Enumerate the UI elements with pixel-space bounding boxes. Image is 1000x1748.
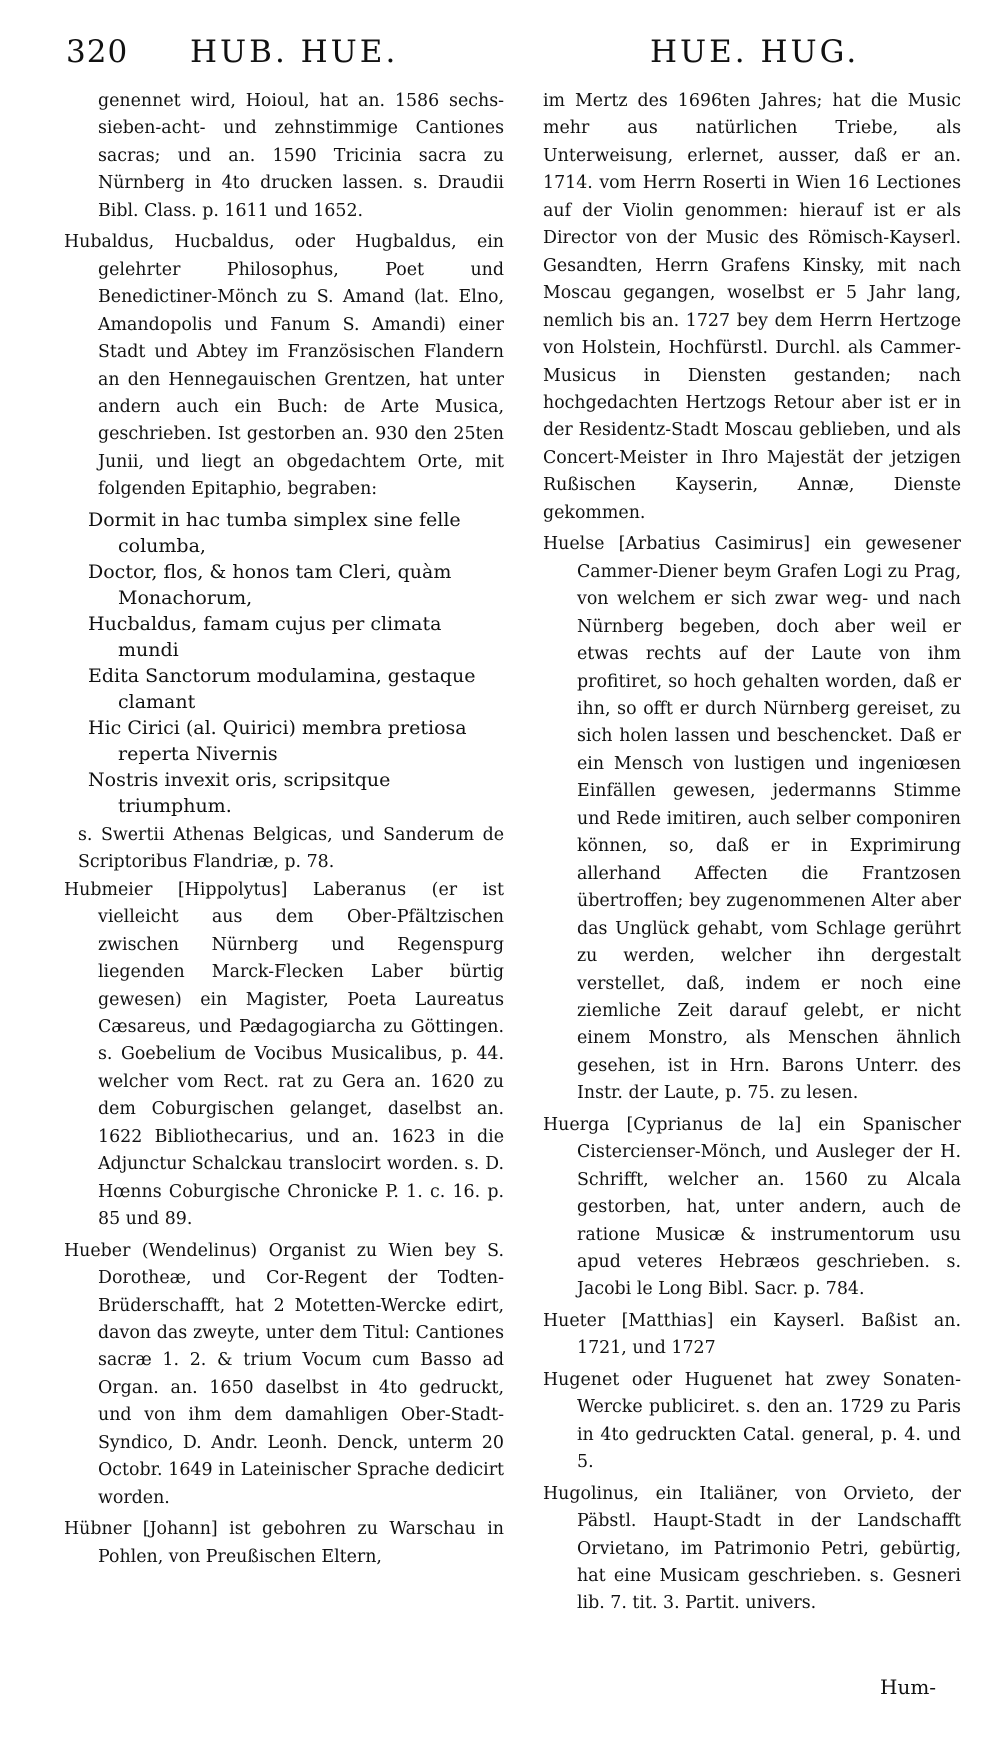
entry-hueter: Hueter [Matthias] ein Kayserl. Baßist an. 1721, und 1727 <box>543 1310 961 1359</box>
entry-hubaldus-reference: s. Swertii Athenas Belgicas, und Sanderum de Scriptoribus Flandriæ, p. 78. <box>78 824 504 873</box>
epitaph-verse: Nostris invexit oris, scripsitque triumphum. <box>88 768 391 817</box>
entry-hugenet: Hugenet oder Huguenet hat zwey Sonaten-Wercke publiciret. s. den an. 1729 zu Paris in 4to gedruckten Catal. general, p. 4. und 5. <box>543 1369 961 1473</box>
entry-hugolinus: Hugolinus, ein Italiäner, von Orvieto, der Päbstl. Haupt-Stadt in der Landschafft Orvietano, im Patrimonio Petri, gebürtig, hat eine Musicam geschrieben. s. Gesneri lib. 7. tit. 3. Partit. univers. <box>543 1483 961 1614</box>
entry-hubmeier: Hubmeier [Hippolytus] Laberanus (er ist vielleicht aus dem Ober-Pfältzischen zwischen Nürnberg und Regenspurg liegenden Marck-Flecken Laber bürtig gewesen) ein Magister, Poeta Laureatus Cæsareus, und Pædagogiarcha zu Göttingen. s. Goebelium de Vocibus Musicalibus, p. 44. welcher vom Rect. rat zu Gera an. 1620 zu dem Coburgischen gelanget, daselbst an. 1622 Bibliothecarius, und an. 1623 in die Adjunctur Schalckau translocirt worden. s. D. Hœnns Coburgische Chronicke P. 1. c. 16. p. 85 und 89. <box>64 879 504 1230</box>
epitaph-verse: Hic Cirici (al. Quirici) membra pretiosa reperta Nivernis <box>88 716 467 765</box>
entry-hubaldus: Hubaldus, Hucbaldus, oder Hugbaldus, ein gelehrter Philosophus, Poet und Benedictiner-Mönch zu S. Amand (lat. Elno, Amandopolis und Fanum S. Amandi) einer Stadt und Abtey im Französischen Flandern an den Hennegauischen Grentzen, hat unter andern auch ein Buch: de Arte Musica, geschrieben. Ist gestorben an. 930 den 25ten Junii, und liegt an obgedachtem Orte, mit folgenden Epitaphio, begraben: <box>64 232 504 500</box>
epitaph-verse: Dormit in hac tumba simplex sine felle columba, <box>88 508 461 557</box>
page-number: 320 <box>66 34 129 70</box>
running-head-left: HUB. HUE. <box>190 34 399 70</box>
entry-huebner: Hübner [Johann] ist gebohren zu Warschau in Pohlen, von Preußischen Eltern, <box>64 1519 504 1567</box>
running-head-right: HUE. HUG. <box>650 34 860 70</box>
epitaph-verse: Hucbaldus, famam cujus per climata mundi <box>88 612 442 661</box>
left-column <box>64 88 504 1571</box>
right-column <box>543 88 961 1618</box>
entry-huelse: Huelse [Arbatius Casimirus] ein gewesener Cammer-Diener beym Grafen Logi zu Prag, von welchem er sich zwar weg- und nach Nürnberg begeben, doch aber weil er etwas rechts auf der Laute von ihm profitiret, so hoch gehalten worden, daß er ihn, so offt er durch Nürnberg gereiset, zu sich holen lassen und beschencket. Daß er ein Mensch von lustigen und ingeniœsen Einfällen gewesen, jedermanns Stimme und Rede imitiren, auch selber componiren können, so, daß er in Exprimirung allerhand Affecten die Frantzosen übertroffen; bey zugenommenen Alter aber das Unglück gehabt, vom Schlage gerührt zu werden, welcher ihn dergestalt verstellet, daß, indem er noch eine ziemliche Zeit darauf gelebt, er nicht einem Monstro, als Menschen ähnlich gesehen, ist in Hrn. Barons Unterr. des Instr. der Laute, p. 75. zu lesen. <box>543 534 961 1104</box>
entry-hueber: Hueber (Wendelinus) Organist zu Wien bey S. Dorotheæ, und Cor-Regent der Todten-Brüderschafft, hat 2 Motetten-Wercke edirt, davon das zweyte, unter dem Titul: Cantiones sacræ 1. 2. & trium Vocum cum Basso ad Organ. an. 1650 daselbst in 4to gedruckt, und von ihm dem damahligen Ober-Stadt-Syndico, D. Andr. Leonh. Denck, unterm 20 Octobr. 1649 in Lateinischer Sprache dedicirt worden. <box>64 1240 504 1508</box>
epitaph-verse: Edita Sanctorum modulamina, gestaque clamant <box>88 664 476 713</box>
entry-huerga: Huerga [Cyprianus de la] ein Spanischer Cistercienser-Mönch, und Ausleger der H. Schrifft, welcher an. 1560 zu Alcala gestorben, hat, unter andern, auch de ratione Musicæ & instrumentorum usu apud veteres Hebræos geschrieben. s. Jacobi le Long Bibl. Sacr. p. 784. <box>543 1114 961 1300</box>
entry-continuation-right: im Mertz des 1696ten Jahres; hat die Music mehr aus natürlichen Triebe, als Unterweisung, erlernet, ausser, daß er an. 1714. vom Herrn Roserti in Wien 16 Lectiones auf der Violin genommen: hierauf ist er als Director von der Music des Römisch-Kayserl. Gesandten, Herrn Grafens Kinsky, mit nach Moscau gegangen, woselbst er 5 Jahr lang, nemlich bis an. 1727 bey dem Herrn Hertzoge von Holstein, Hochfürstl. Durchl. als Cammer-Musicus in Diensten gestanden; nach hochgedachten Hertzogs Retour aber ist er in der Residentz-Stadt Moscau geblieben, und als Concert-Meister in Ihro Majestät der jetzigen Rußischen Kayserin, Annæ, Dienste gekommen. <box>543 91 961 523</box>
catchword: Hum- <box>880 1675 937 1699</box>
epitaph-verses <box>88 507 504 819</box>
epitaph-verse: Doctor, flos, & honos tam Cleri, quàm Monachorum, <box>88 560 452 609</box>
entry-continuation-left: genennet wird, Hoioul, hat an. 1586 sechs-sieben-acht- und zehnstimmige Cantiones sacras; und an. 1590 Tricinia sacra zu Nürnberg in 4to drucken lassen. s. Draudii Bibl. Class. p. 1611 und 1652. <box>98 91 504 221</box>
